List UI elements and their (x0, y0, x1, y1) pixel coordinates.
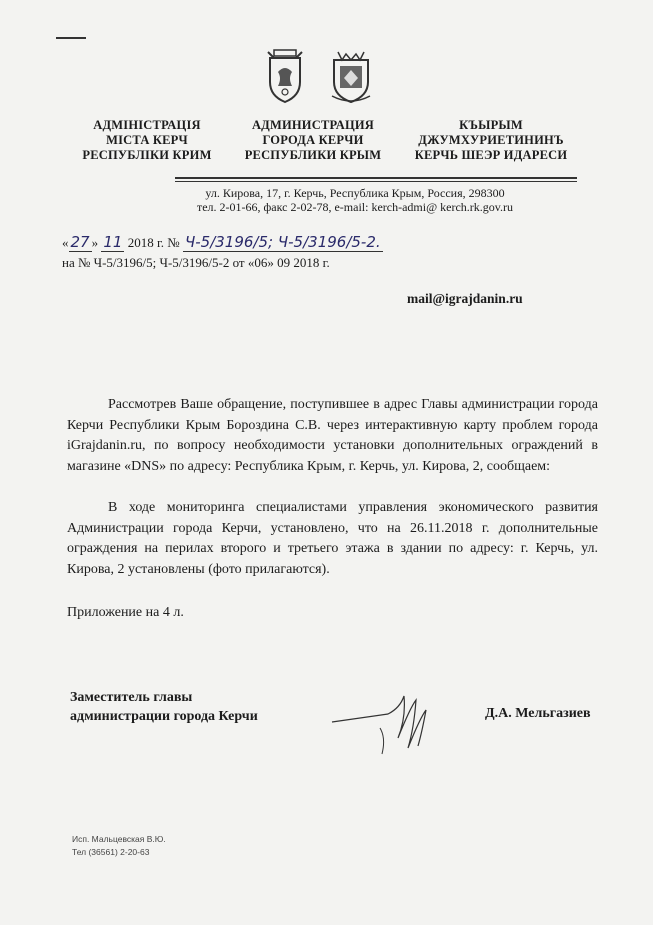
handwritten-signature (330, 688, 440, 758)
signatory-name: Д.А. Мельгазиев (485, 706, 591, 721)
header-ua-line: РЕСПУБЛІКИ КРИМ (82, 148, 212, 162)
header-ru-line: ГОРОДА КЕРЧИ (262, 133, 364, 147)
address-line: ул. Кирова, 17, г. Керчь, Республика Крым, Россия, 298300 (205, 186, 505, 200)
header-ukrainian (62, 118, 232, 163)
contact-line: тел. 2-01-66, факс 2-02-78, e-mail: kerch-admi@ kerch.rk.gov.ru (196, 200, 514, 214)
reg-number: Ч-5/3196/5; Ч-5/3196/5-2. (184, 233, 381, 251)
header-crimean-tatar (403, 118, 579, 163)
registration-line (62, 233, 383, 251)
executor-info (72, 833, 166, 859)
executor-phone: Тел (36561) 2-20-63 (72, 847, 150, 857)
signatory-role-line: Заместитель главы (70, 690, 193, 705)
body-paragraph: В ходе мониторинга специалистами управления экономического развития Администрации города Керчи, установлено, что на 26.11.2018 г. дополнительные ограждения на перилах второго и третьего этажа в здании по адресу: г. Керчь, ул. Кирова, 2 установлены (фото прилагаются). (67, 500, 598, 577)
header-crh-line: ДЖУМХУРИЕТИНИНЪ (418, 133, 564, 147)
header-ru-line: РЕСПУБЛИКИ КРЫМ (244, 148, 382, 162)
header-divider (175, 177, 577, 179)
reg-day: 27 (70, 233, 90, 251)
header-russian (228, 118, 398, 163)
header-divider-thin (175, 181, 577, 182)
recipient-email: mail@igrajdanin.ru (407, 291, 523, 306)
signatory-role-line: администрации города Керчи (70, 709, 258, 724)
reference-line: на № Ч-5/3196/5; Ч-5/3196/5-2 от «06» 09 2018 г. (62, 255, 330, 270)
crimea-coat-of-arms-icon (264, 48, 306, 104)
attachment-note: Приложение на 4 л. (67, 605, 184, 620)
quote-open: « (62, 235, 69, 250)
signatory-role (70, 688, 258, 726)
kerch-coat-of-arms-icon (330, 48, 372, 104)
top-left-mark (56, 37, 86, 39)
header-crh-line: КЪЫРЫМ (459, 118, 523, 132)
header-ru-line: АДМИНИСТРАЦИЯ (251, 118, 375, 132)
header-ua-line: МІСТА КЕРЧ (106, 133, 188, 147)
header-ua-line: АДМІНІСТРАЦІЯ (93, 118, 201, 132)
reg-year: 2018 г. № (127, 235, 180, 250)
header-crh-line: КЕРЧЬ ШЕЭР ИДАРЕСИ (414, 148, 568, 162)
executor-name: Исп. Мальцевская В.Ю. (72, 834, 166, 844)
reg-month: 11 (103, 233, 123, 251)
body-paragraph: Рассмотрев Ваше обращение, поступившее в адрес Главы администрации города Керчи Республики Крым Бороздина С.В. через интерактивную карту проблем города iGrajdanin.ru, по вопросу необходимости установки дополнительных ограждений в магазине «DNS» по адресу: Республика Крым, г. Керчь, ул. Кирова, 2, сообщаем: (67, 397, 598, 474)
quote-close: » (91, 235, 99, 250)
